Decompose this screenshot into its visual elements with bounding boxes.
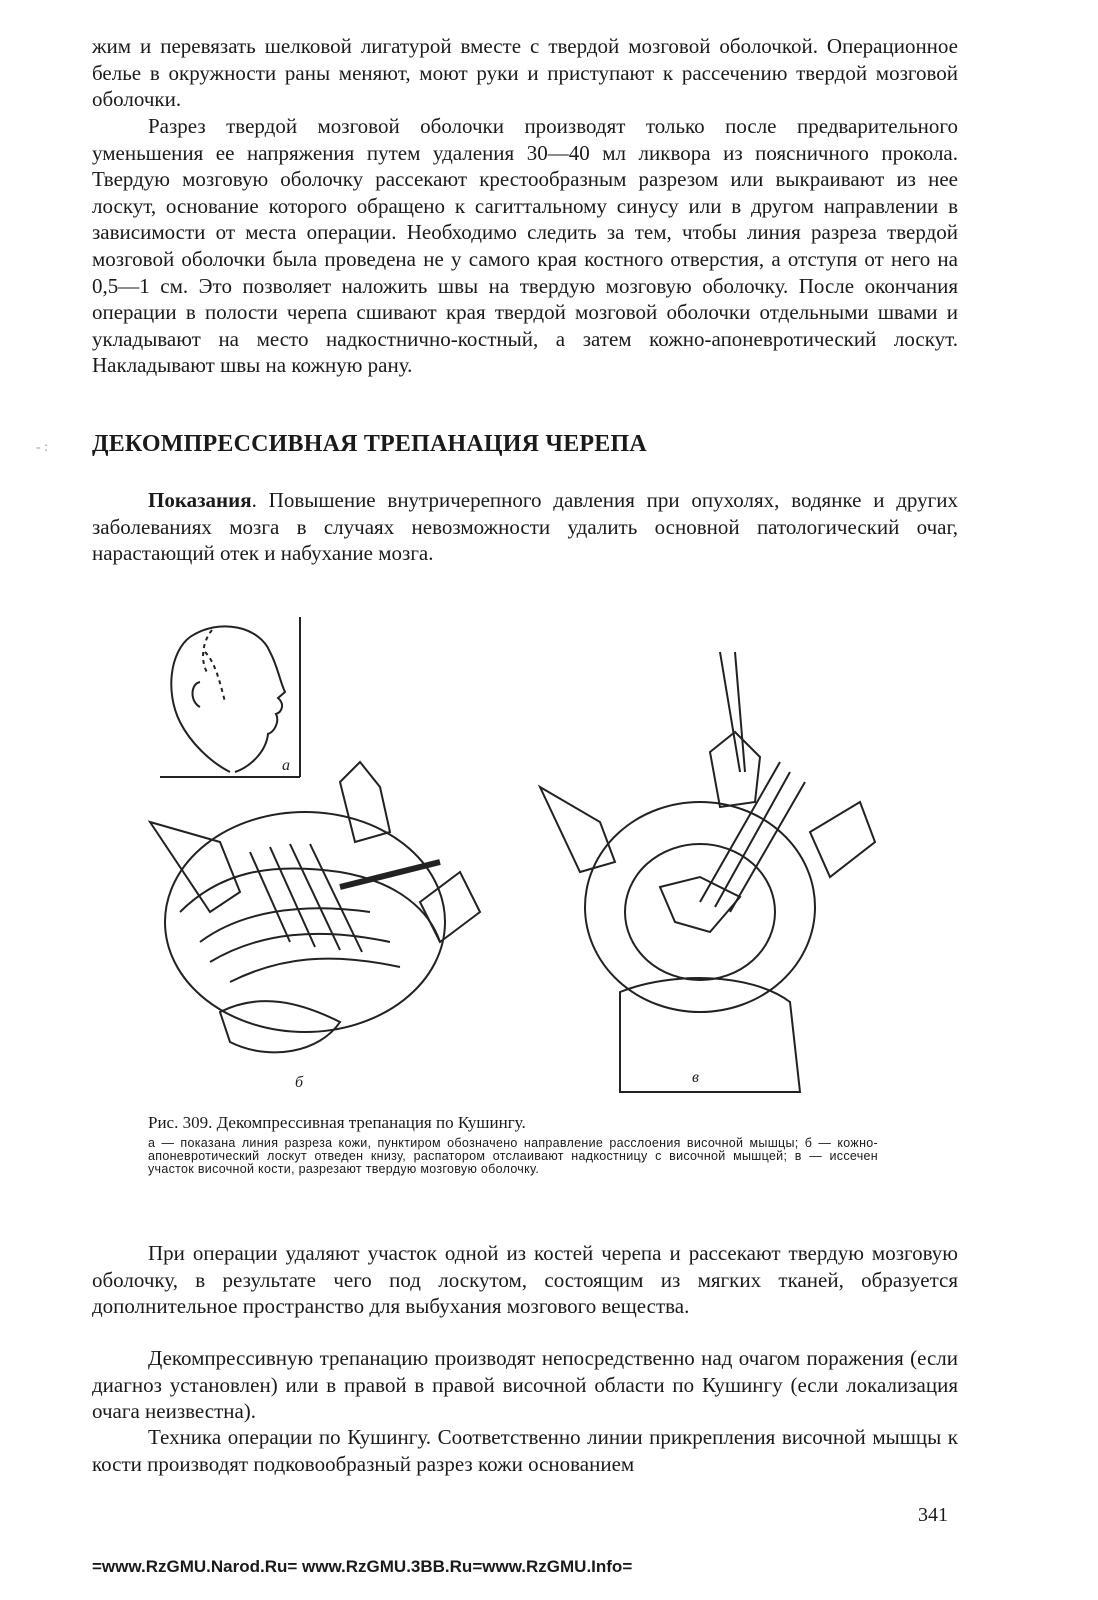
panel-v xyxy=(540,652,875,1092)
section-heading: ДЕКОМПРЕССИВНАЯ ТРЕПАНАЦИЯ ЧЕРЕПА xyxy=(92,431,647,457)
panel-b xyxy=(150,762,480,1091)
paragraph-indications xyxy=(92,487,958,567)
label-b: б xyxy=(295,1074,304,1091)
paragraph-5: Декомпрессивную трепанацию производят непосредственно над очагом поражения (если диагноз установлен) или в правой в правой височной области по Кушингу (если локализация очага неизвестна). xyxy=(92,1346,958,1424)
paragraph-2: Разрез твердой мозговой оболочки производят только после предварительного уменьшения ее напряжения путем удаления 30—40 мл ликвора из поясничного прокола. Твердую мозговую оболочку рассекают крестообразным разрезом или выкраивают из нее лоскут, основание которого обращено к сагиттальному синусу или в другом направлении в зависимости от места операции. Необходимо следить за тем, чтобы линия разреза твердой мозговой оболочки была проведена не у самого края костного отверстия, а отступя от него на 0,5—1 см. Это позволяет наложить швы на твердую мозговую оболочку. После окончания операции в полости черепа сшивают края твердой мозговой оболочки отдельными швами и укладывают на место надкостнично-костный, а затем кожно-апоневротический лоскут. Накладывают швы на кожную рану. xyxy=(92,114,958,378)
label-v: в xyxy=(692,1069,699,1086)
footer-watermark: =www.RzGMU.Narod.Ru= www.RzGMU.3BB.Ru=www.RzGMU.Info= xyxy=(92,1557,633,1576)
panel-a xyxy=(160,617,300,777)
label-a: a xyxy=(282,757,290,774)
figure-caption-title: Рис. 309. Декомпрессивная трепанация по Кушингу. xyxy=(148,1113,526,1132)
figure-caption-text: а — показана линия разреза кожи, пунктиром обозначено направление расслоения височной мышцы; б — кожно-апоневротический лоскут отведен книзу, распатором отслаивают надкостницу с височной мышцей; в — иссечен участок височной кости, разрезают твердую мозговую оболочку. xyxy=(148,1136,878,1177)
indications-label: Показания xyxy=(148,488,252,512)
figure-309 xyxy=(140,612,960,1097)
page-number: 341 xyxy=(918,1504,948,1526)
paragraph-1: жим и перевязать шелковой лигатурой вместе с твердой мозговой оболочкой. Операционное белье в окружности раны меняют, моют руки и приступают к рассечению твердой мозговой оболочки. xyxy=(92,34,958,112)
surgery-illustration xyxy=(140,612,960,1097)
paragraph-6: Техника операции по Кушингу. Соответственно линии прикрепления височной мышцы к кости производят подковообразный разрез кожи основанием xyxy=(92,1425,958,1476)
indications-text: . Повышение внутричерепного давления при опухолях, водянке и других заболеваниях мозга в случаях невозможности удалить основной патологический очаг, нарастающий отек и набухание мозга. xyxy=(92,488,958,566)
margin-mark: - : xyxy=(36,440,49,455)
paragraph-4: При операции удаляют участок одной из костей черепа и рассекают твердую мозговую оболочку, в результате чего под лоскутом, состоящим из мягких тканей, образуется дополнительное пространство для выбухания мозгового вещества. xyxy=(92,1241,958,1319)
